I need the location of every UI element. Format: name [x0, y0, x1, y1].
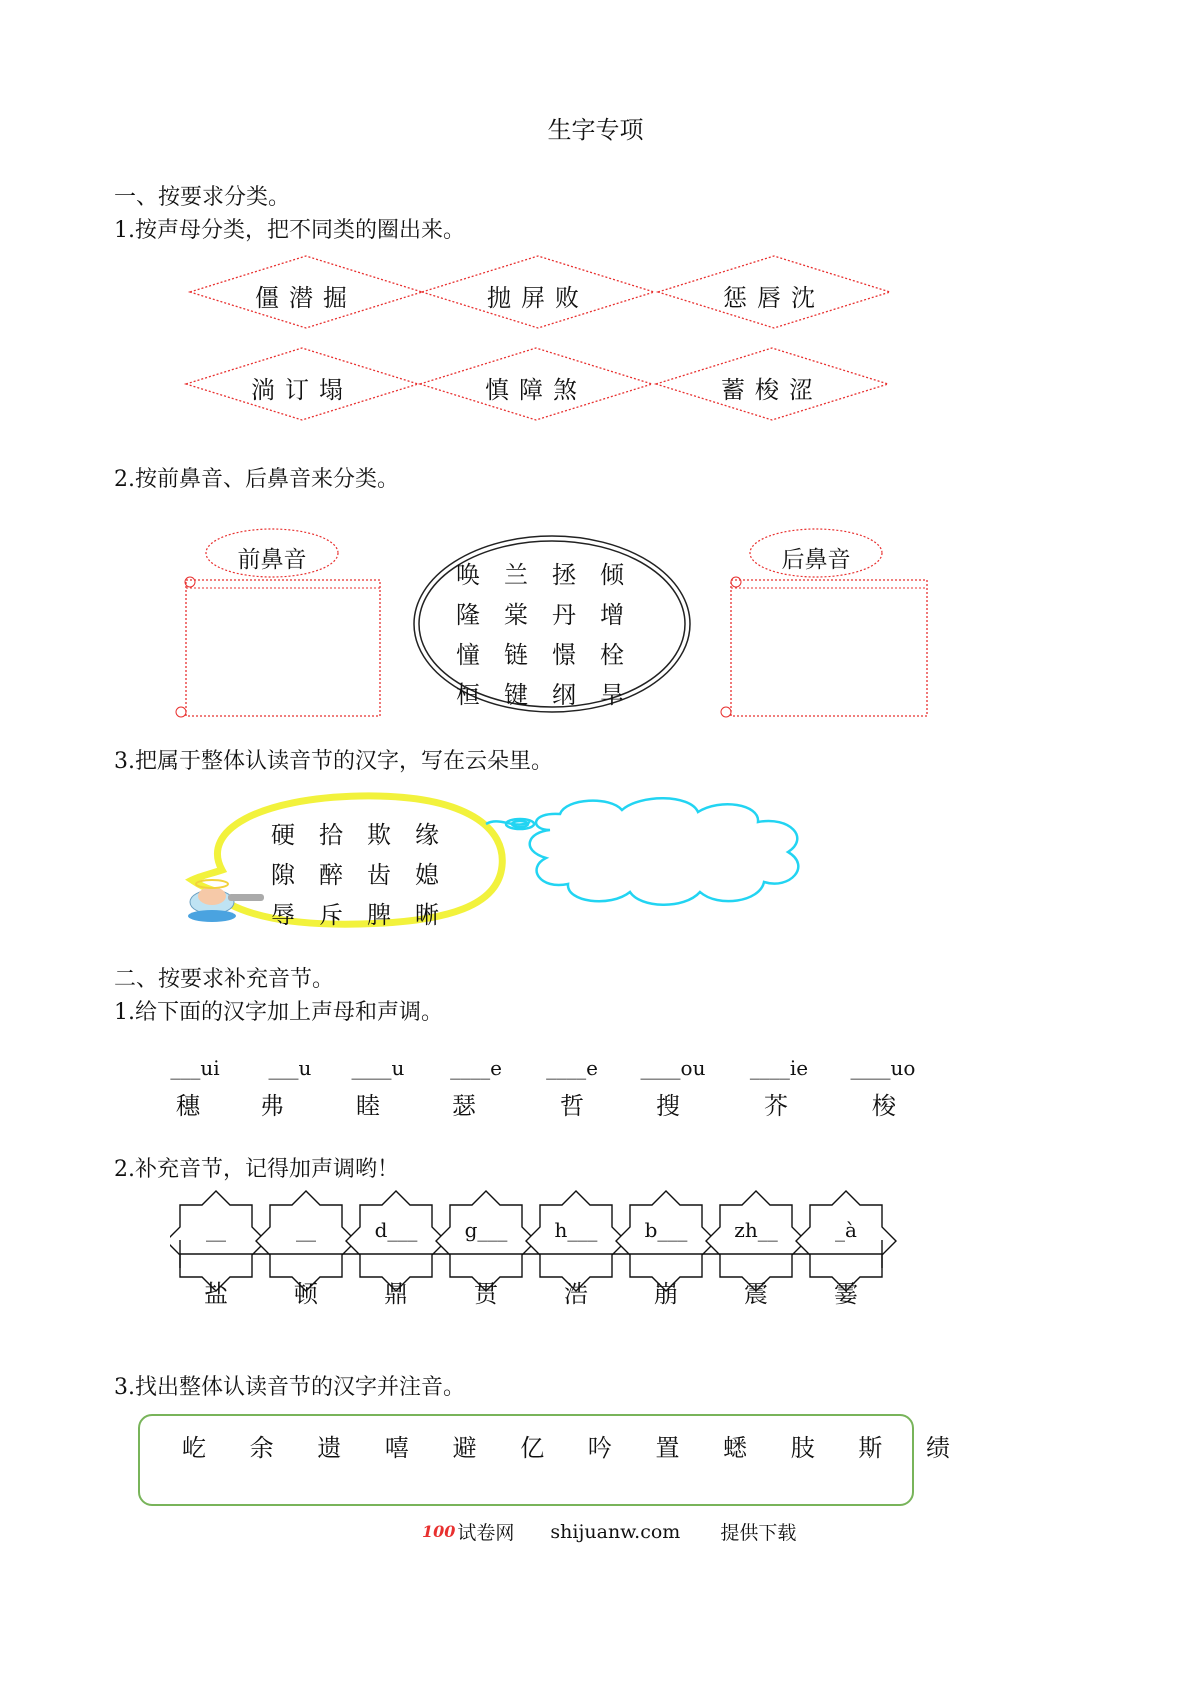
char: 隙: [271, 861, 295, 889]
char: 栓: [600, 641, 624, 669]
char: 媳: [415, 861, 439, 889]
page-title: 生字专项: [547, 116, 644, 144]
star-pinyin[interactable]: b___: [644, 1218, 688, 1242]
char: 增: [600, 601, 624, 629]
char: 憬: [552, 641, 576, 669]
q1-label: 1.按声母分类，把不同类的圈出来。: [114, 218, 465, 243]
diamond-group-1: 僵潜掘: [255, 284, 357, 312]
char: 斯: [858, 1434, 883, 1462]
part1-heading: 一、按要求分类。: [114, 185, 291, 210]
star-pinyin[interactable]: h___: [554, 1218, 598, 1242]
star-char: 浩: [564, 1280, 588, 1308]
char: 睦: [356, 1092, 380, 1120]
footer: [422, 1518, 796, 1545]
char: 亿: [520, 1434, 545, 1462]
star-pinyin[interactable]: zh__: [734, 1218, 778, 1242]
diamond-group-6: 蓄梭涩: [721, 376, 823, 404]
star-pinyin[interactable]: _à: [835, 1218, 857, 1242]
char: 缘: [415, 821, 439, 849]
part2-heading: 二、按要求补充音节。: [114, 967, 335, 992]
char: 肢: [790, 1434, 815, 1462]
star-char: 顿: [294, 1280, 318, 1308]
char: 欺: [367, 821, 391, 849]
char: 隆: [456, 601, 480, 629]
char: 搜: [656, 1092, 680, 1120]
char: 拾: [319, 821, 343, 849]
star-char: 鼎: [384, 1280, 408, 1308]
char: 硬: [271, 821, 295, 849]
p2q1-label: 1.给下面的汉字加上声母和声调。: [114, 1000, 443, 1025]
char: 纲: [552, 681, 576, 709]
char: 芥: [764, 1092, 788, 1120]
diamond-group-3: 惩唇沈: [723, 284, 825, 312]
char: 斥: [319, 901, 343, 929]
back-nasal-label: 后鼻音: [781, 547, 851, 573]
annotate-char-row: [164, 1428, 968, 1463]
diamond-group-4: 淌订塌: [251, 376, 353, 404]
pinyin-blank[interactable]: ____e: [450, 1056, 502, 1080]
char: 棠: [504, 601, 528, 629]
star-pinyin[interactable]: __: [206, 1218, 226, 1242]
footer-site[interactable]: shijuanw.com: [550, 1520, 681, 1543]
diamond-group-5: 慎障煞: [485, 376, 587, 404]
logo-100: 100: [422, 1522, 456, 1541]
char: 齿: [367, 861, 391, 889]
star-pinyin[interactable]: __: [296, 1218, 316, 1242]
char: 梭: [872, 1092, 896, 1120]
star-char: 盐: [204, 1280, 228, 1308]
char: 绩: [926, 1434, 951, 1462]
char: 遗: [317, 1434, 342, 1462]
char: 吟: [587, 1434, 612, 1462]
char: 避: [452, 1434, 477, 1462]
pinyin-blank[interactable]: ___u: [268, 1056, 312, 1080]
char: 晰: [415, 901, 439, 929]
char: 脾: [367, 901, 391, 929]
char: 链: [504, 641, 528, 669]
syllable-char-grid: [260, 815, 450, 930]
cloud-answer-area[interactable]: [530, 808, 860, 896]
star-pinyin[interactable]: d___: [374, 1218, 418, 1242]
char: 倾: [600, 561, 624, 589]
pinyin-blank[interactable]: ____ou: [640, 1056, 706, 1080]
char: 兰: [504, 561, 528, 589]
star-char: 霎: [834, 1280, 858, 1308]
char: 辱: [271, 901, 295, 929]
char: 憧: [456, 641, 480, 669]
char: 桓: [456, 681, 480, 709]
pinyin-blank[interactable]: ____ie: [749, 1056, 809, 1080]
char: 蟋: [723, 1434, 748, 1462]
front-nasal-label: 前鼻音: [237, 547, 307, 573]
p2q3-label: 3.找出整体认读音节的汉字并注音。: [114, 1375, 465, 1400]
pinyin-blank[interactable]: ____uo: [850, 1056, 916, 1080]
char: 唤: [456, 561, 480, 589]
pinyin-blank[interactable]: ____u: [351, 1056, 405, 1080]
char: 嘻: [384, 1434, 409, 1462]
char: 瑟: [452, 1092, 476, 1120]
char: 余: [249, 1434, 274, 1462]
pinyin-blank[interactable]: ____e: [546, 1056, 598, 1080]
q3-label: 3.把属于整体认读音节的汉字，写在云朵里。: [114, 749, 553, 774]
front-nasal-answer-box[interactable]: [188, 580, 378, 704]
diamond-group-2: 抛屏败: [487, 284, 589, 312]
q2-label: 2.按前鼻音、后鼻音来分类。: [114, 467, 399, 492]
back-nasal-answer-box[interactable]: [733, 580, 925, 704]
star-char: 崩: [654, 1280, 678, 1308]
char: 键: [504, 681, 528, 709]
nasal-char-grid: [444, 555, 636, 710]
star-char: 贯: [474, 1280, 498, 1308]
char: 丹: [552, 601, 576, 629]
char: 旱: [600, 681, 624, 709]
char: 穗: [176, 1092, 200, 1120]
footer-brand: 试卷网: [457, 1522, 515, 1544]
p2q2-label: 2.补充音节，记得加声调哟！: [114, 1157, 399, 1182]
char: 哲: [560, 1092, 584, 1120]
pinyin-blank[interactable]: ___ui: [170, 1056, 220, 1080]
star-pinyin[interactable]: g___: [464, 1218, 508, 1242]
char: 屹: [182, 1434, 206, 1462]
star-char: 震: [744, 1280, 768, 1308]
char: 拯: [552, 561, 576, 589]
char: 弗: [260, 1092, 284, 1120]
char: 置: [655, 1434, 680, 1462]
char: 醉: [319, 861, 343, 889]
footer-note: 提供下载: [720, 1522, 797, 1544]
